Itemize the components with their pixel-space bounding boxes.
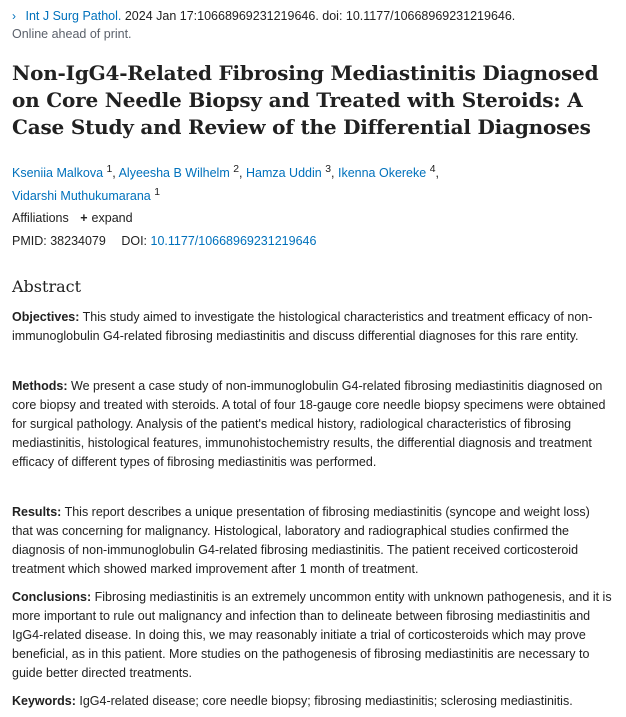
abstract-conclusions bbox=[12, 588, 612, 683]
section-label: Conclusions: bbox=[12, 590, 92, 604]
affiliation-number[interactable]: 1 bbox=[106, 164, 113, 175]
author-link[interactable]: Vidarshi Muthukumarana bbox=[12, 189, 151, 204]
section-text: Fibrosing mediastinitis is an extremely uncommon entity with unknown pathogenesis, and it is more important to rule out malignancy and infection than to delineate between fibrosing mediastinitis and IgG4-related disease. In doing this, we may reasonably initiate a trial of corticosteroids which may prove beneficial, as in this patient. More studies on the pathogenesis of fibrosing mediastinitis are necessary to guide better directed treatments. bbox=[12, 590, 612, 680]
abstract-heading: Abstract bbox=[12, 277, 82, 296]
article-title: Non-IgG4-Related Fibrosing Mediastinitis Diagnosed on Core Needle Biopsy and Treated with Steroids: A Case Study and Review of the Differential Diagnoses bbox=[12, 61, 599, 139]
doi-label: DOI: bbox=[121, 234, 148, 248]
section-text: This study aimed to investigate the histological characteristics and treatment efficacy of non-immunoglobulin G4-related fibrosing mediastinitis and discuss differential diagnoses for this rare entity. bbox=[12, 310, 593, 343]
section-label: Methods: bbox=[12, 379, 68, 393]
author-item: Alyeesha B Wilhelm $^2$, bbox=[118, 164, 243, 181]
affiliation-number[interactable]: 3 bbox=[325, 164, 331, 175]
citation-line bbox=[12, 8, 515, 25]
keywords-text: IgG4-related disease; core needle biopsy; fibrosing mediastinitis; sclerosing mediastinitis. bbox=[75, 694, 573, 708]
author-list bbox=[12, 160, 612, 206]
author-link[interactable]: Alyeesha B Wilhelm bbox=[118, 166, 230, 181]
section-text: This report describes a unique presentation of fibrosing mediastinitis (syncope and weight loss) that was concerning for malignancy. Histological, laboratory and radiographical studies confirmed the diagnosis of non-immunoglobulin G4-related fibrosing mediastinitis. The patient received corticosteroid treatment which showed marked improvement after 1 month of treatment. bbox=[12, 505, 590, 576]
section-label: Objectives: bbox=[12, 310, 80, 324]
keywords bbox=[12, 692, 612, 711]
author-item: Hamza Uddin $^3$, bbox=[245, 164, 335, 181]
section-label: Results: bbox=[12, 505, 62, 519]
chevron-right-icon[interactable]: › bbox=[12, 9, 16, 23]
affiliations-toggle[interactable] bbox=[12, 210, 133, 227]
publication-status: Online ahead of print. bbox=[12, 27, 132, 41]
author-link[interactable]: Kseniia Malkova bbox=[12, 166, 104, 181]
author-link[interactable]: Ikenna Okereke bbox=[337, 166, 427, 181]
pmid-label: PMID: bbox=[12, 234, 47, 248]
abstract-methods bbox=[12, 377, 612, 472]
affiliation-number[interactable]: 1 bbox=[154, 187, 161, 199]
author-item: Ikenna Okereke $^4$, bbox=[337, 164, 439, 181]
affiliation-number[interactable]: 2 bbox=[233, 164, 240, 175]
section-text: We present a case study of non-immunoglobulin G4-related fibrosing mediastinitis diagnosed on core biopsy and treated with steroids. A total of four 18-gauge core needle biopsy specimens were obtained for surgical pathology. Analysis of the patient's medical history, radiological characteristics of fibrosing mediastinitis, histological features, immunohistochemistry results, the differential diagnosis and treatment efficacy of different types of fibrosing mediastinitis was performed. bbox=[12, 379, 606, 469]
journal-link[interactable]: Int J Surg Pathol. bbox=[25, 9, 122, 23]
doi-link[interactable]: 10.1177/10668969231219646 bbox=[150, 234, 317, 248]
affiliations-label: Affiliations bbox=[12, 211, 69, 225]
abstract-results bbox=[12, 503, 612, 579]
keywords-label: Keywords: bbox=[12, 694, 76, 708]
pmid-value: 38234079 bbox=[50, 234, 106, 248]
affiliation-number[interactable]: 4 bbox=[429, 164, 436, 175]
author-link[interactable]: Hamza Uddin bbox=[245, 166, 322, 181]
expand-button[interactable] bbox=[80, 211, 132, 225]
identifiers bbox=[12, 233, 316, 250]
citation-details: 2024 Jan 17:10668969231219646. doi: 10.1177/10668969231219646. bbox=[121, 9, 516, 23]
abstract-objectives bbox=[12, 308, 612, 346]
author-item bbox=[12, 189, 160, 203]
expand-label: expand bbox=[91, 211, 133, 225]
author-item: Kseniia Malkova $^1$, bbox=[12, 164, 116, 181]
plus-icon: + bbox=[80, 211, 88, 225]
